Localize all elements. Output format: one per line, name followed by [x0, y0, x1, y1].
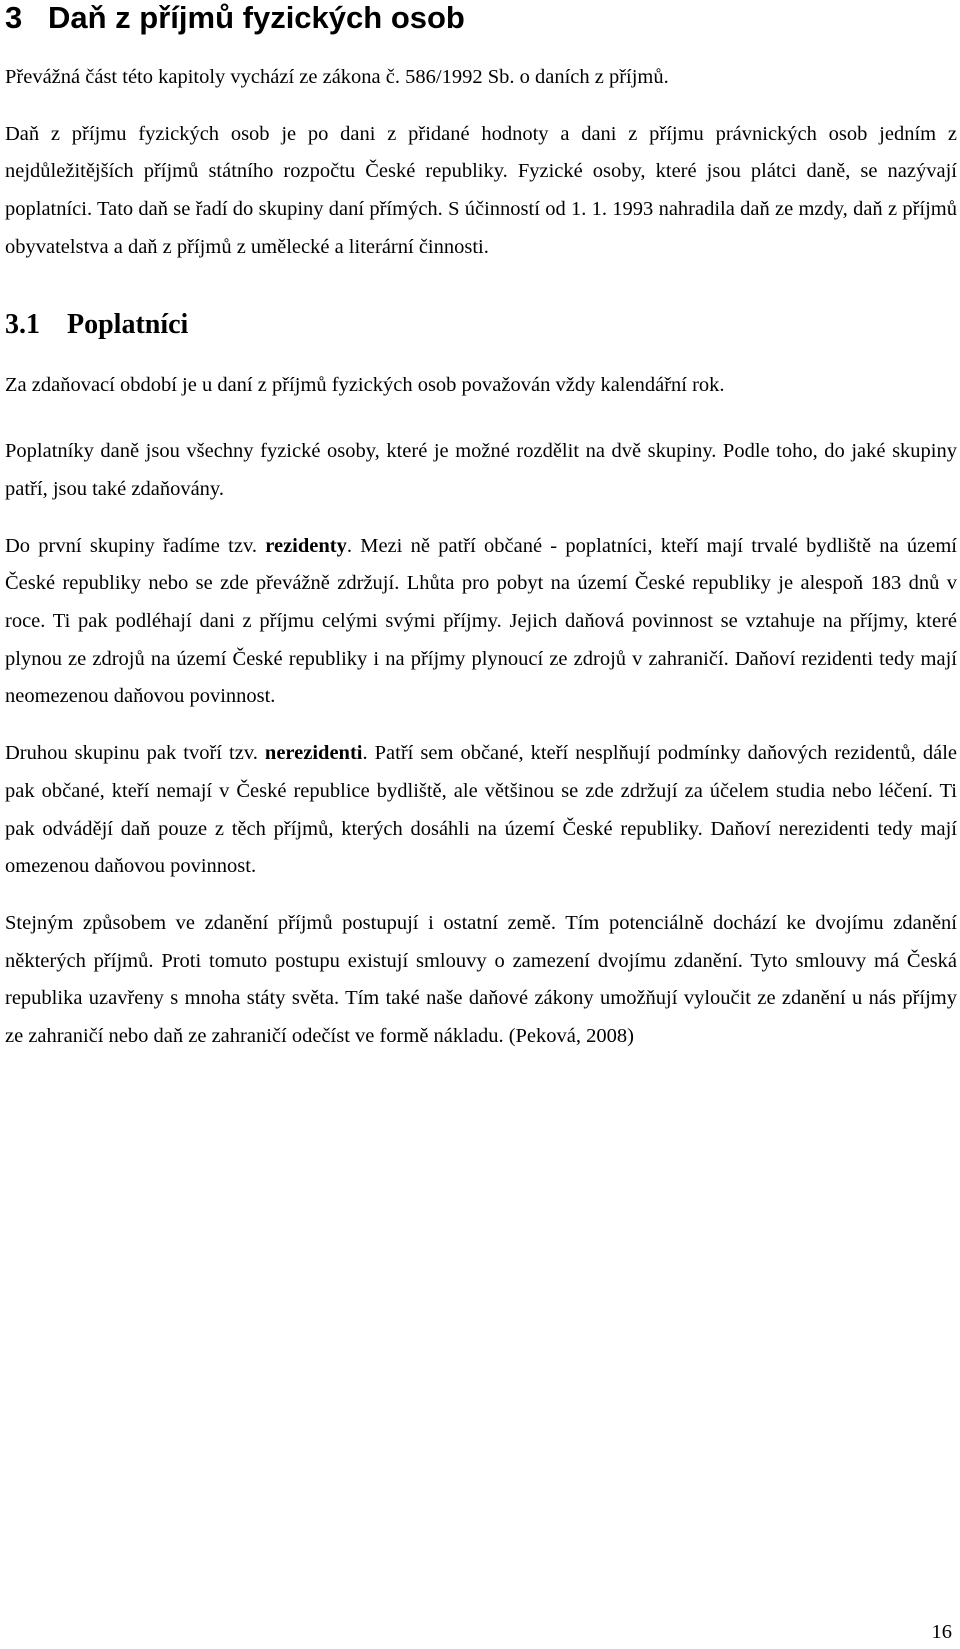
text-run: Do první skupiny řadíme tzv. [5, 534, 266, 557]
paragraph-nonresidents [5, 735, 957, 886]
paragraph-source: Převážná část této kapitoly vychází ze zákona č. 586/1992 Sb. o daních z příjmů. [5, 66, 669, 88]
section-title: Poplatníci [67, 308, 189, 340]
page-content [5, 0, 957, 1056]
section-number: 3.1 [5, 308, 40, 340]
spacer [5, 267, 957, 309]
spacer [5, 40, 957, 59]
text-run: Druhou skupinu pak tvoří tzv. [5, 742, 265, 765]
paragraph-tax-period: Za zdaňovací období je u daní z příjmů fyzických osob považován vždy kalendářní rok. [5, 373, 725, 396]
spacer [5, 97, 957, 116]
paragraph-intro: Daň z příjmu fyzických osob je po dani z přidané hodnoty a dani z příjmu právnických osob jedním z nejdůležitějších příjmů státního rozpočtu České republiky. Fyzické osoby, které jsou plátci daně, se nazývají poplatníci. Tato daň se řadí do skupiny daní přímých. S účinností od 1. 1. 1993 nahradila daň ze mzdy, daň z příjmů obyvatelstva a daň z příjmů z umělecké a literární činnosti. [5, 122, 957, 258]
spacer [5, 509, 957, 528]
paragraph-residents [5, 528, 957, 717]
spacer [5, 886, 957, 905]
paragraph-taxpayer-groups: Poplatníky daně jsou všechny fyzické osoby, které je možné rozdělit na dvě skupiny. Podle toho, do jaké skupiny patří, jsou také zdaňovány. [5, 440, 957, 500]
text-run: . Patří sem občané, kteří nesplňují podmínky daňových rezidentů, dále pak občané, kteří nemají v České republice bydliště, ale většinou se zde zdržují za účelem studia nebo léčení. Ti pak odvádějí daň pouze z těch příjmů, kterých dosáhli na území České republiky. Daňoví nerezidenti tedy mají omezenou daňovou povinnost. [5, 742, 957, 878]
chapter-title: Daň z příjmů fyzických osob [48, 0, 465, 35]
spacer [5, 404, 957, 433]
text-run: . Mezi ně patří občané - poplatníci, kteří mají trvalé bydliště na území České republiky nebo se zde převážně zdržují. Lhůta pro pobyt na území České republiky je alespoň 183 dnů v roce. Ti pak podléhají dani z příjmu celými svými příjmy. Jejich daňová povinnost se vztahuje na příjmy, které plynou ze zdrojů na území České republiky i na příjmy plynoucí ze zdrojů v zahraničí. Daňoví rezidenti tedy mají neomezenou daňovou povinnost. [5, 534, 957, 708]
paragraph-double-taxation: Stejným způsobem ve zdanění příjmů postupují i ostatní země. Tím potenciálně dochází ke dvojímu zdanění některých příjmů. Proti tomuto postupu existují smlouvy o zamezení dvojímu zdanění. Tyto smlouvy má Česká republika uzavřeny s mnoha státy světa. Tím také naše daňové zákony umožňují vyloučit ze zdanění u nás příjmy ze zahraničí nebo daň ze zahraničí odečíst ve formě nákladu. (Peková, 2008) [5, 911, 957, 1048]
term-residents: rezidenty [265, 534, 347, 557]
page-number: 16 [931, 1621, 952, 1643]
chapter-number: 3 [5, 0, 23, 35]
spacer [5, 716, 957, 735]
spacer [5, 341, 957, 367]
section-heading [5, 309, 957, 341]
term-nonresidents: nerezidenti [264, 742, 363, 765]
chapter-heading [5, 0, 957, 40]
